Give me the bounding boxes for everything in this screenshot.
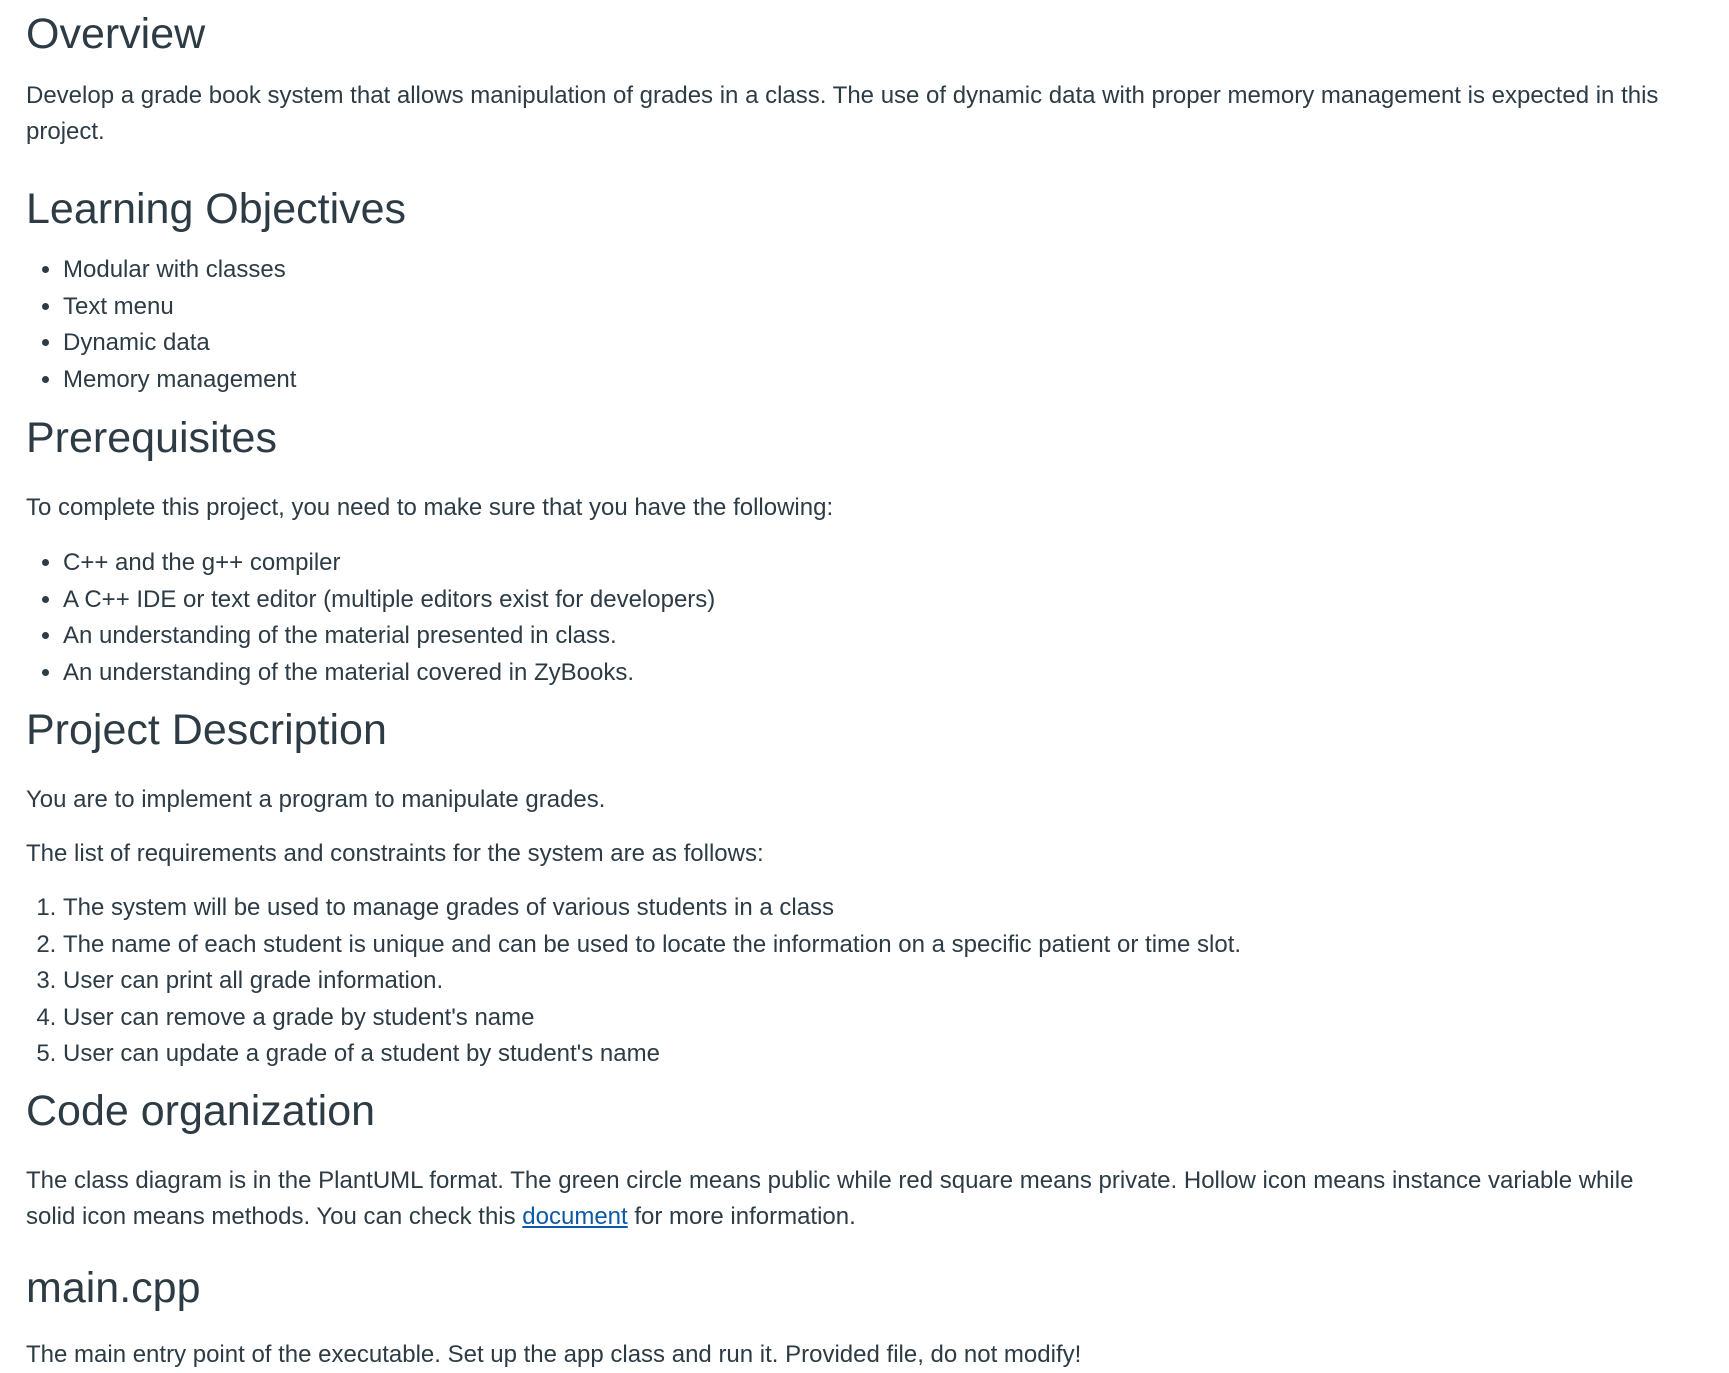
project-description-intro: You are to implement a program to manipulate grades. [26,786,606,813]
prerequisites-intro: To complete this project, you need to make sure that you have the following: [26,494,834,521]
learning-objectives-heading: Learning Objectives [26,185,407,233]
document-link[interactable]: document [522,1203,628,1230]
list-item: • Dynamic data [63,325,1689,362]
requirements-list [26,890,1689,1073]
list-item: 2. The name of each student is unique and can be used to locate the information on a specific patient or time slot. [63,927,1689,964]
list-item: • A C++ IDE or text editor (multiple editors exist for developers) [63,582,1689,619]
code-organization-text: The class diagram is in the PlantUML format. The green circle means public while red square means private. Hollow icon means instance variable while solid icon means methods. You can check this [26,1167,1634,1230]
main-cpp-paragraph: The main entry point of the executable. Set up the app class and run it. Provided file, do not modify! [26,1341,1082,1368]
prerequisites-heading: Prerequisites [26,414,277,462]
code-organization-heading: Code organization [26,1087,376,1135]
list-item: 4. User can remove a grade by student's name [63,1000,1689,1037]
prerequisites-list [26,545,1689,691]
code-organization-text-end: for more information. [627,1203,856,1230]
project-description-heading: Project Description [26,706,387,754]
code-organization-paragraph [26,1163,1689,1235]
list-item: 1. The system will be used to manage grades of various students in a class [63,890,1689,927]
list-item: 3. User can print all grade information. [63,963,1689,1000]
list-item: • Modular with classes [63,252,1689,289]
overview-paragraph: Develop a grade book system that allows manipulation of grades in a class. The use of dynamic data with proper memory management is expected in this project. [26,82,1659,145]
requirements-intro: The list of requirements and constraints for the system are as follows: [26,840,764,867]
list-item: 5. User can update a grade of a student by student's name [63,1036,1689,1073]
list-item: • Text menu [63,289,1689,326]
list-item: • C++ and the g++ compiler [63,545,1689,582]
overview-heading: Overview [26,10,206,58]
learning-objectives-list [26,252,1689,398]
list-item: • An understanding of the material presented in class. [63,618,1689,655]
main-cpp-heading: main.cpp [26,1264,201,1312]
list-item: • An understanding of the material covered in ZyBooks. [63,655,1689,692]
list-item: • Memory management [63,362,1689,399]
